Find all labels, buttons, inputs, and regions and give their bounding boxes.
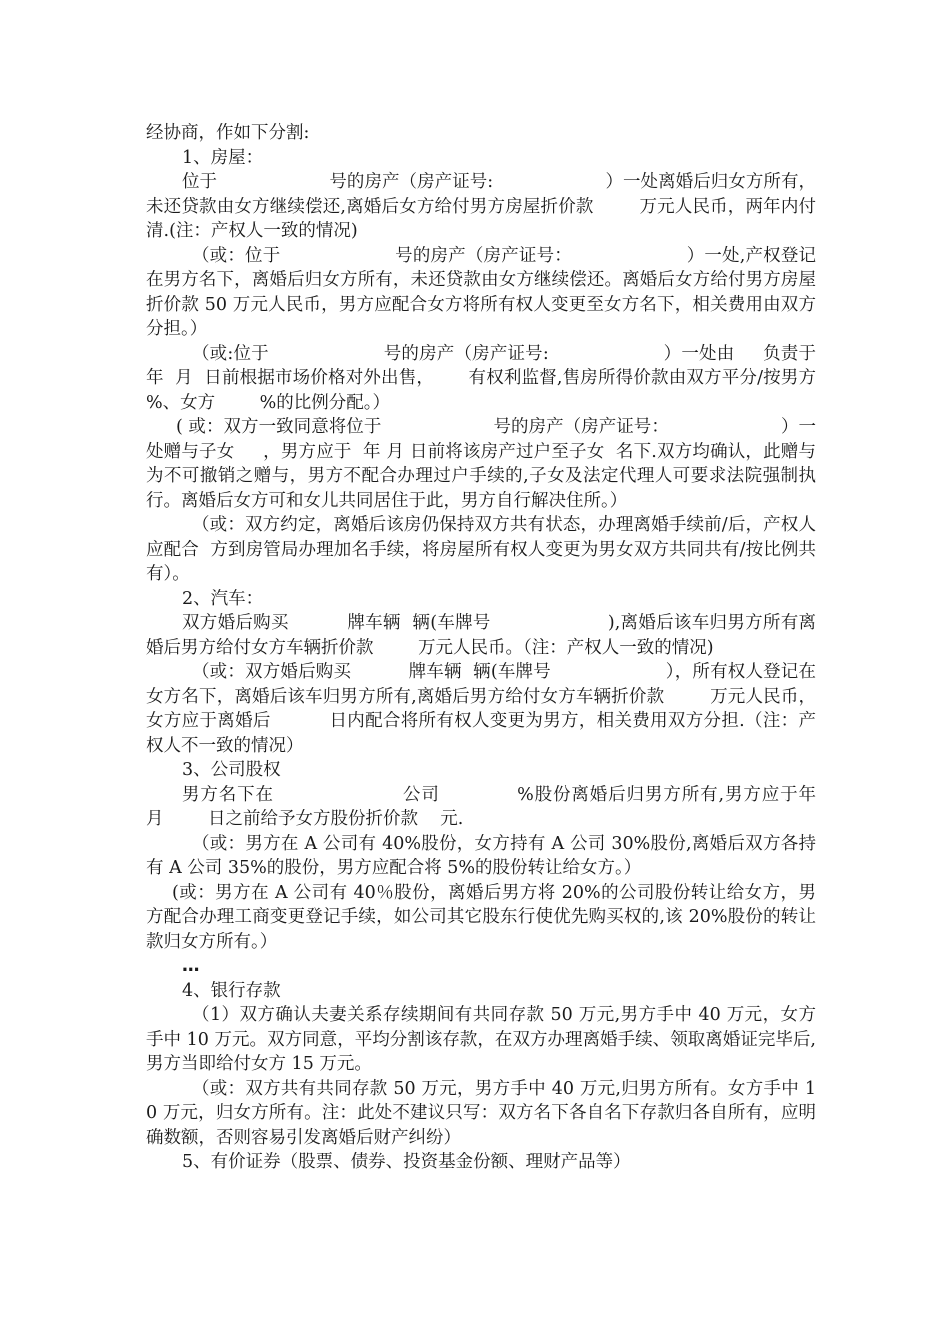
section-heading-car: 2、汽车：	[182, 588, 264, 609]
section-heading-house: 1、房屋：	[182, 147, 264, 168]
house-alt-clause-2: （或:位于 号的房产（房产证号: ）一处由 负责于年 月 日前根据市场价格对外出售， 有权利监督,售房所得价款由双方平分/按男方 %、女方 %的比例分配。）	[146, 343, 861, 413]
car-clause: 双方婚后购买 牌车辆 辆(车牌号 ),离婚后该车归男方所有离婚后男方给付女方车辆折价款 万元人民币。（注：产权人一致的情况)	[146, 613, 816, 658]
equity-alt-clause-2: (或：男方在 A 公司有 40％股份，离婚后男方将 20%的公司股份转让给女方，男方配合办理工商变更登记手续，如公司其它股东行使优先购买权的,该 20%股份的转让款归女方所有。）	[146, 882, 816, 952]
section-heading-deposits: 4、银行存款	[182, 980, 281, 1001]
document-body	[146, 121, 883, 1175]
house-clause: 位于 号的房产（房产证号: ）一处离婚后归女方所有，未还贷款由女方继续偿还,离婚后女方给付男方房屋折价款 万元人民币，两年内付清.(注：产权人一致的情况)	[146, 172, 816, 241]
house-alt-clause-3: ( 或：双方一致同意将位于 号的房产（房产证号： ）一处赠与子女 ，男方应于 年 月 日前将该房产过户至子女 名下.双方均确认，此赠与为不可撤销之赠与，男方不配合办理过户手续的,子女及法定代理人可要求法院强制执行。离婚后女方可和女儿共同居住于此，男方自行解决住所。）	[146, 417, 816, 511]
deposits-clause: （1）双方确认夫妻关系存续期间有共同存款 50 万元,男方手中 40 万元，女方手中 10 万元。双方同意，平均分割该存款，在双方办理离婚手续、领取离婚证完毕后,男方当即给付女方 15 万元。	[146, 1005, 816, 1074]
equity-clause: 男方名下在 公司 %股份离婚后归男方所有,男方应于年 月 日之前给予女方股份折价款 元.	[146, 784, 883, 829]
intro-line: 经协商，作如下分割:	[146, 123, 310, 143]
house-alt-clause-4: （或：双方约定，离婚后该房仍保持双方共有状态，办理离婚手续前/后，产权人应配合 方到房管局办理加名手续，将房屋所有权人变更为男女双方共同共有/按比例共有）。	[146, 515, 816, 584]
ellipsis-line: …	[182, 956, 200, 976]
section-heading-equity: 3、公司股权	[182, 760, 281, 780]
car-alt-clause: （或：双方婚后购买 牌车辆 辆(车牌号 ），所有权人登记在女方名下，离婚后该车归男方所有,离婚后男方给付女方车辆折价款 万元人民币，女方应于离婚后 日内配合将所有权人变更为男方，相关费用双方分担.（注：产权人不一致的情况）	[146, 662, 816, 756]
equity-alt-clause-1: （或：男方在 A 公司有 40%股份，女方持有 A 公司 30%股份,离婚后双方各持有 A 公司 35%的股份，男方应配合将 5%的股份转让给女方。）	[146, 833, 816, 878]
deposits-alt-clause: （或：双方共有共同存款 50 万元，男方手中 40 万元,归男方所有。女方手中 10 万元，归女方所有。注：此处不建议只写：双方名下各自名下存款归各自所有，应明确数额，否则容易引发离婚后财产纠纷）	[146, 1078, 816, 1148]
house-alt-clause-1: （或：位于 号的房产（房产证号： ）一处,产权登记在男方名下，离婚后归女方所有，未还贷款由女方继续偿还。离婚后女方给付男方房屋折价款 50 万元人民币，男方应配合女方将所有权人变更至女方名下，相关费用由双方分担。）	[146, 245, 816, 339]
section-heading-securities: 5、有价证券（股票、债券、投资基金份额、理财产品等）	[182, 1152, 631, 1172]
